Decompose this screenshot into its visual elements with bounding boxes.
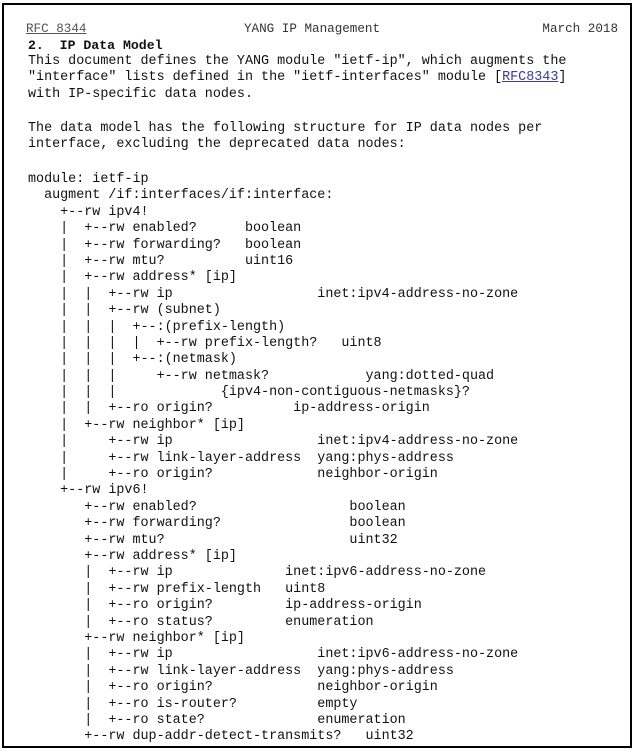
tree-line: | +--ro state? enumeration bbox=[28, 712, 406, 728]
intro-line-3: with IP-specific data nodes. bbox=[28, 86, 253, 102]
tree-line: +--rw dup-addr-detect-transmits? uint32 bbox=[28, 729, 414, 745]
tree-line: +--rw forwarding? boolean bbox=[28, 516, 406, 532]
tree-line: | +--rw address* [ip] bbox=[28, 270, 237, 286]
tree-line: augment /if:interfaces/if:interface: bbox=[28, 188, 334, 204]
page-header bbox=[26, 21, 618, 37]
tree-line: | +--rw enabled? boolean bbox=[28, 221, 302, 237]
tree-line: | +--ro origin? ip-address-origin bbox=[28, 598, 422, 614]
tree-line: +--rw ipv4! bbox=[28, 204, 149, 220]
tree-line: | | | +--:(prefix-length) bbox=[28, 319, 286, 335]
tree-line: | +--ro is-router? empty bbox=[28, 696, 358, 712]
tree-line: | +--rw ip inet:ipv6-address-no-zone bbox=[28, 565, 487, 581]
tree-line: | +--rw neighbor* [ip] bbox=[28, 417, 245, 433]
rfc-reference-link[interactable]: RFC 8344 bbox=[26, 22, 87, 36]
tree-line: | +--rw link-layer-address yang:phys-address bbox=[28, 450, 454, 466]
intro-line-2: "interface" lists defined in the "ietf-interfaces" module [ bbox=[28, 70, 503, 86]
rfc8343-link[interactable]: RFC8343 bbox=[502, 70, 559, 86]
tree-line: +--rw neighbor* [ip] bbox=[28, 630, 245, 646]
tree-line: | +--rw mtu? uint16 bbox=[28, 253, 294, 269]
structure-paragraph bbox=[28, 121, 542, 154]
tree-line: | +--ro status? enumeration bbox=[28, 614, 374, 630]
intro-line-1: This document defines the YANG module "ietf-ip", which augments the bbox=[28, 54, 567, 69]
tree-line: +--rw address* [ip] bbox=[28, 548, 237, 564]
tree-line: module: ietf-ip bbox=[28, 172, 149, 187]
tree-line: | | +--ro origin? ip-address-origin bbox=[28, 401, 430, 417]
tree-line: | | | +--rw netmask? yang:dotted-quad bbox=[28, 368, 495, 384]
tree-line: | +--rw ip inet:ipv6-address-no-zone bbox=[28, 647, 519, 663]
intro-line-2-end: ] bbox=[558, 70, 567, 86]
tree-line: | | | {ipv4-non-contiguous-netmasks}? bbox=[28, 385, 470, 401]
tree-line: | +--rw prefix-length uint8 bbox=[28, 581, 326, 597]
tree-line: +--rw ipv6! bbox=[28, 483, 149, 499]
structure-line-2: interface, excluding the deprecated data nodes: bbox=[28, 137, 406, 153]
intro-paragraph bbox=[28, 54, 566, 103]
tree-line: | | | | +--rw prefix-length? uint8 bbox=[28, 335, 382, 351]
tree-line: +--rw mtu? uint32 bbox=[28, 532, 398, 548]
tree-line: | +--rw ip inet:ipv4-address-no-zone bbox=[28, 434, 519, 450]
tree-line: | | +--rw ip inet:ipv4-address-no-zone bbox=[28, 286, 519, 302]
header-date: March 2018 bbox=[542, 22, 618, 36]
header-title: YANG IP Management bbox=[244, 22, 381, 36]
tree-line: | +--ro origin? neighbor-origin bbox=[28, 467, 438, 483]
rfc-page bbox=[2, 3, 632, 748]
structure-line-1: The data model has the following structure for IP data nodes per bbox=[28, 121, 543, 136]
tree-line: +--rw enabled? boolean bbox=[28, 499, 406, 515]
tree-line: | +--ro origin? neighbor-origin bbox=[28, 680, 438, 696]
tree-line: | | | +--:(netmask) bbox=[28, 352, 237, 368]
tree-line: | | +--rw (subnet) bbox=[28, 303, 221, 319]
tree-line: | +--rw link-layer-address yang:phys-address bbox=[28, 663, 454, 679]
tree-line: | +--rw forwarding? boolean bbox=[28, 237, 302, 253]
yang-tree-diagram bbox=[28, 172, 518, 746]
section-title: 2. IP Data Model bbox=[28, 38, 163, 53]
